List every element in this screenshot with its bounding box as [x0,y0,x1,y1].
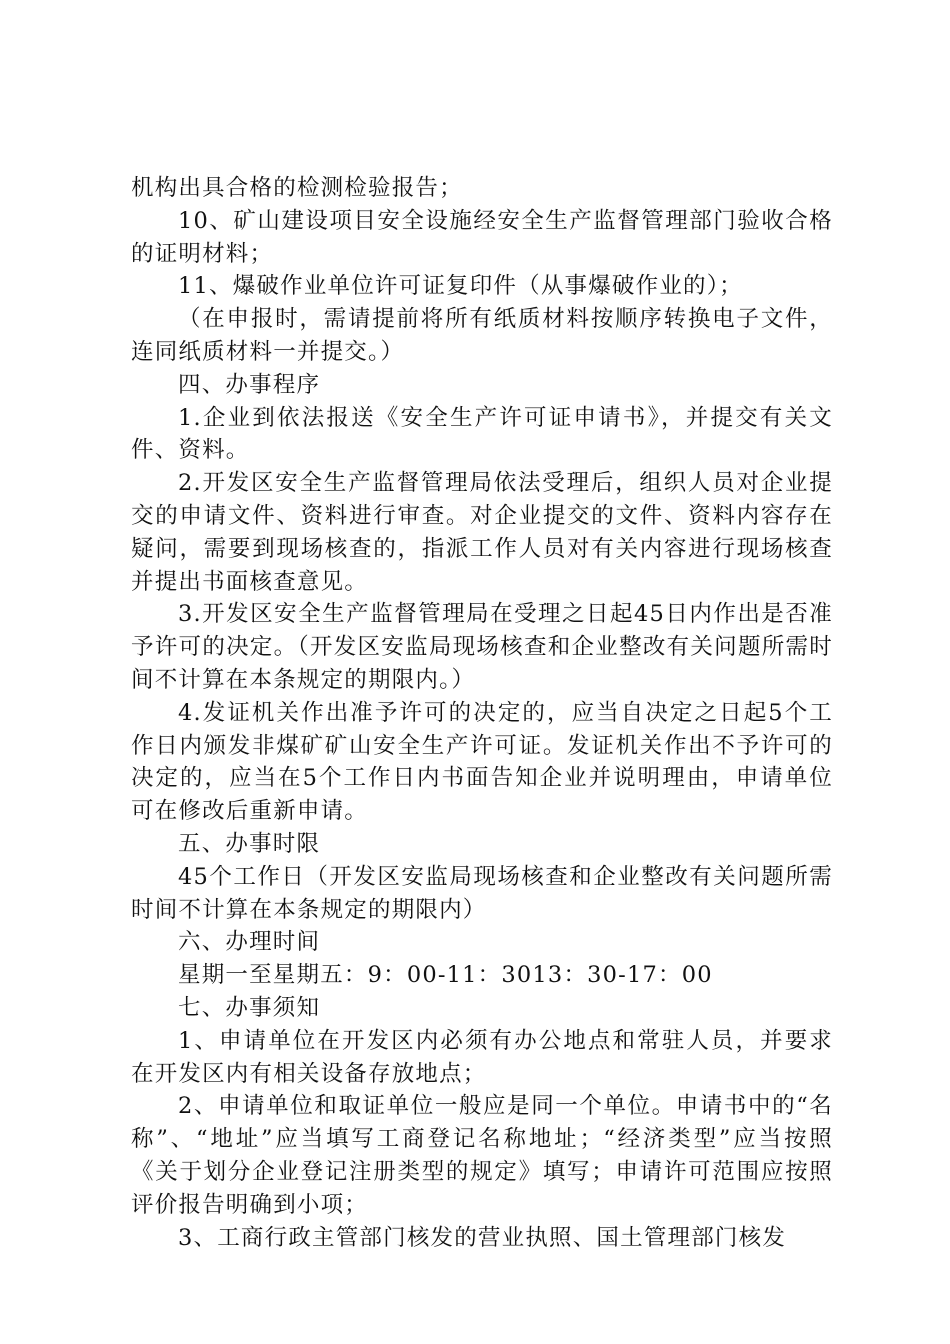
paragraph-procedure-1: 1.企业到依法报送《安全生产许可证申请书》，并提交有关文件、资料。 [131,404,833,464]
paragraph-item-11: 11、爆破作业单位许可证复印件（从事爆破作业的）； [178,273,743,300]
paragraph-time-limit: 45个工作日（开发区安监局现场核查和企业整改有关问题所需时间不计算在本条规定的期限内） [131,863,833,923]
section-heading-time-limit: 五、办事时限 [178,830,321,857]
paragraph-procedure-2: 2.开发区安全生产监督管理局依法受理后，组织人员对企业提交的申请文件、资料进行审查。对企业提交的文件、资料内容存在疑问，需要到现场核查的，指派工作人员对有关内容进行现场核查并提出书面核查意见。 [131,470,833,595]
paragraph-notice-3: 3、工商行政主管部门核发的营业执照、国土管理部门核发 [178,1224,787,1251]
paragraph-item-10: 10、矿山建设项目安全设施经安全生产监督管理部门验收合格的证明材料； [131,207,833,267]
paragraph-procedure-4: 4.发证机关作出准予许可的决定的，应当自决定之日起5个工作日内颁发非煤矿矿山安全生产许可证。发证机关作出不予许可的决定的，应当在5个工作日内书面告知企业并说明理由，申请单位可在修改后重新申请。 [131,699,833,825]
paragraph-notice-1: 1、申请单位在开发区内必须有办公地点和常驻人员，并要求在开发区内有相关设备存放地点； [131,1027,833,1087]
paragraph-hours: 星期一至星期五：9：00-11：3013：30-17：00 [178,962,713,989]
paragraph-note: （在申报时，需请提前将所有纸质材料按顺序转换电子文件，连同纸质材料一并提交。） [131,306,833,365]
paragraph-notice-2: 2、申请单位和取证单位一般应是同一个单位。申请书中的“名称”、“地址”应当填写工商登记名称地址；“经济类型”应当按照《关于划分企业登记注册类型的规定》填写；申请许可范围应按照评价报告明确到小项； [131,1093,833,1218]
paragraph-procedure-3: 3.开发区安全生产监督管理局在受理之日起45日内作出是否准予许可的决定。（开发区安监局现场核查和企业整改有关问题所需时间不计算在本条规定的期限内。） [131,601,833,693]
section-heading-notice: 七、办事须知 [178,994,321,1021]
section-heading-procedure: 四、办事程序 [178,371,321,398]
section-heading-hours: 六、办理时间 [178,929,321,956]
document-body [131,172,833,1254]
paragraph-continuation: 机构出具合格的检测检验报告； [131,175,463,201]
